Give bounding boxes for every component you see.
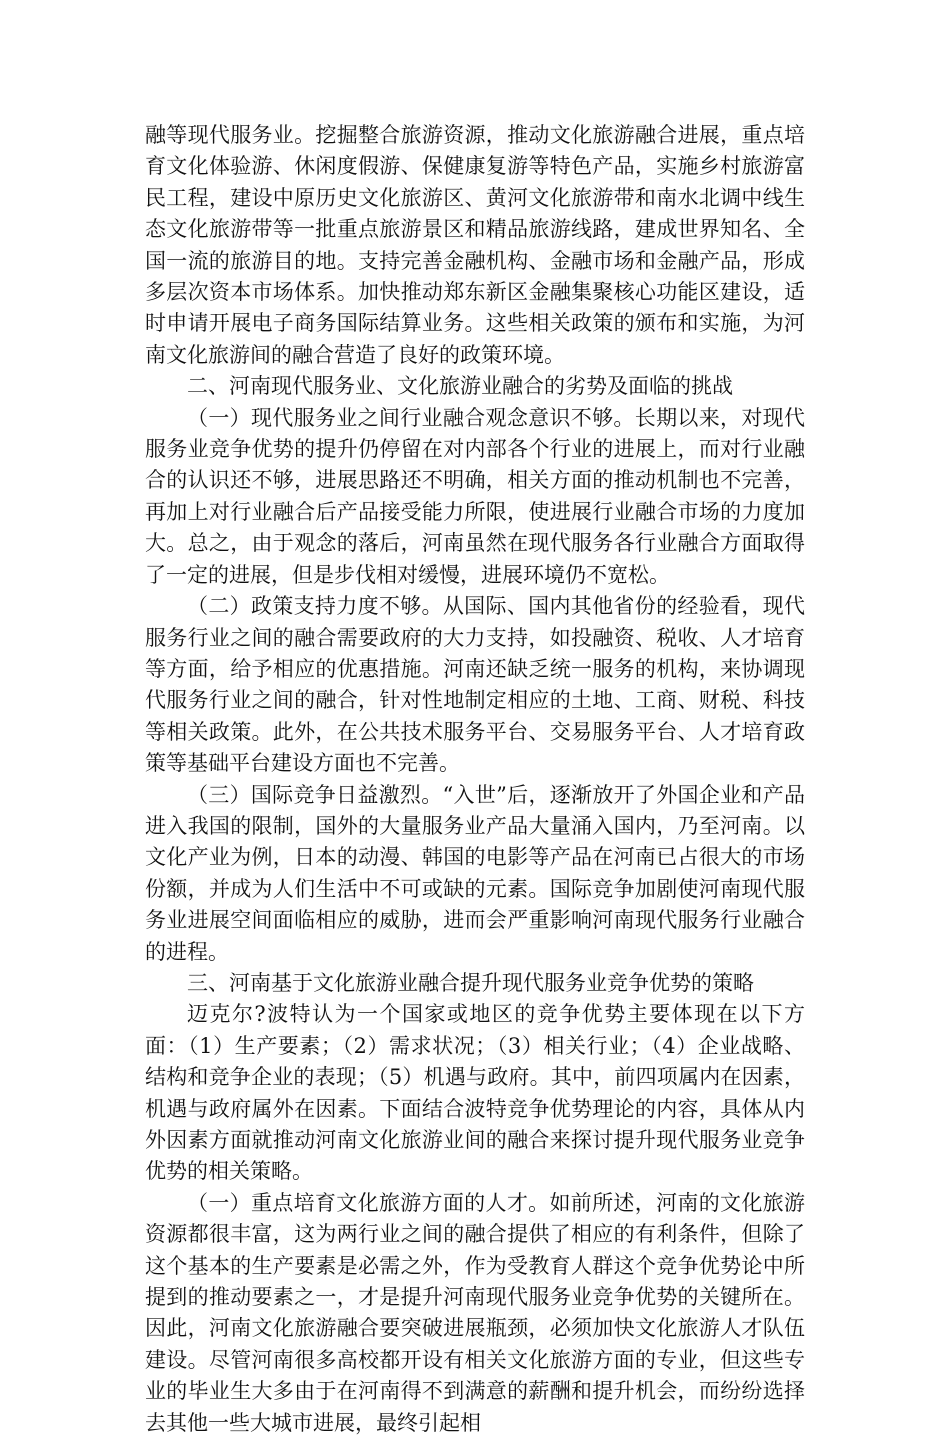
section-heading-3: 三、河南基于文化旅游业融合提升现代服务业竞争优势的策略 [187,970,754,995]
paragraph-talent-cultivation: （一）重点培育文化旅游方面的人才。如前所述，河南的文化旅游资源都很丰富，这为两行业之间的融合提供了相应的有利条件，但除了这个基本的生产要素是必需之外，作为受教育人群这个竞争优势论中所提到的推动要素之一，才是提升河南现代服务业竞争优势的关键所在。因此，河南文化旅游融合要突破进展瓶颈，必须加快文化旅游人才队伍建设。尽管河南很多高校都开设有相关文化旅游方面的专业，但这些专业的毕业生大多由于在河南得不到满意的薪酬和提升机会，而纷纷选择去其他一些大城市进展，最终引起相 [145,1190,805,1435]
document-body [145,120,805,1439]
paragraph-porter-theory: 迈克尔?波特认为一个国家或地区的竞争优势主要体现在以下方面：（1）生产要素；（2）需求状况；（3）相关行业；（4）企业战略、结构和竞争企业的表现；（5）机遇与政府。其中，前四项属内在因素，机遇与政府属外在因素。下面结合波特竞争优势理论的内容，具体从内外因素方面就推动河南文化旅游业间的融合来探讨提升现代服务业竞争优势的相关策略。 [145,1002,805,1184]
paragraph-policy-environment: 融等现代服务业。挖掘整合旅游资源，推动文化旅游融合进展，重点培育文化体验游、休闲度假游、保健康复游等特色产品，实施乡村旅游富民工程，建设中原历史文化旅游区、黄河文化旅游带和南水北调中线生态文化旅游带等一批重点旅游景区和精品旅游线路，建成世界知名、全国一流的旅游目的地。支持完善金融机构、金融市场和金融产品，形成多层次资本市场体系。加快推动郑东新区金融集聚核心功能区建设，适时申请开展电子商务国际结算业务。这些相关政策的颁布和实施，为河南文化旅游间的融合营造了良好的政策环境。 [145,123,805,367]
paragraph-international-competition: （三）国际竞争日益激烈。“入世”后，逐渐放开了外国企业和产品进入我国的限制，国外的大量服务业产品大量涌入国内，乃至河南。以文化产业为例，日本的动漫、韩国的电影等产品在河南已占很大的市场份额，并成为人们生活中不可或缺的元素。国际竞争加剧使河南现代服务业进展空间面临相应的威胁，进而会严重影响河南现代服务行业融合的进程。 [145,782,805,964]
paragraph-industry-fusion-awareness: （一）现代服务业之间行业融合观念意识不够。长期以来，对现代服务业竞争优势的提升仍停留在对内部各个行业的进展上，而对行业融合的认识还不够，进展思路还不明确，相关方面的推动机制也不完善，再加上对行业融合后产品接受能力所限，使进展行业融合市场的力度加大。总之，由于观念的落后，河南虽然在现代服务各行业融合方面取得了一定的进展，但是步伐相对缓慢，进展环境仍不宽松。 [145,405,805,587]
section-heading-2: 二、河南现代服务业、文化旅游业融合的劣势及面临的挑战 [187,374,733,399]
paragraph-policy-support: （二）政策支持力度不够。从国际、国内其他省份的经验看，现代服务行业之间的融合需要政府的大力支持，如投融资、税收、人才培育等方面，给予相应的优惠措施。河南还缺乏统一服务的机构，来协调现代服务行业之间的融合，针对性地制定相应的土地、工商、财税、科技等相关政策。此外，在公共技术服务平台、交易服务平台、人才培育政策等基础平台建设方面也不完善。 [145,594,805,776]
